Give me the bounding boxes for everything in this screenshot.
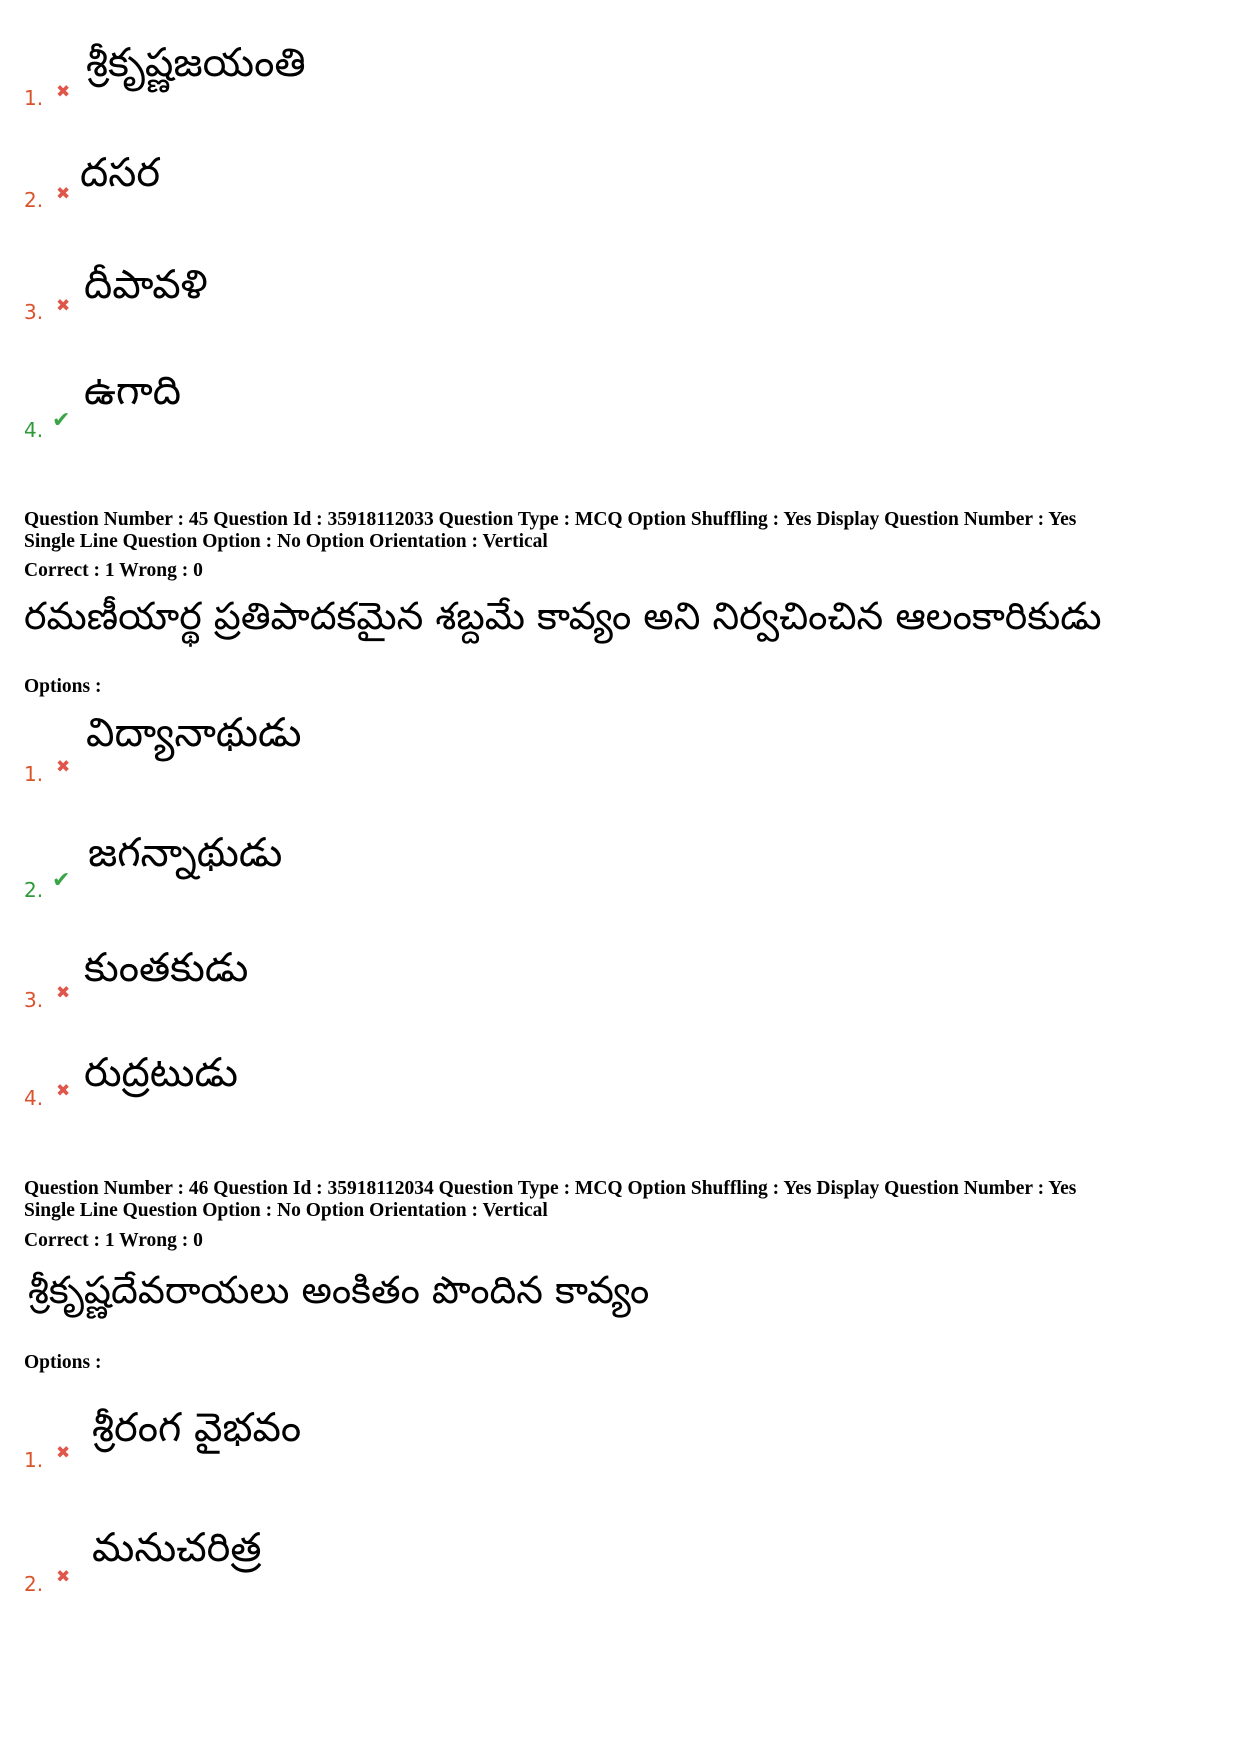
cross-icon: ✖: [56, 1567, 71, 1587]
option-text: ఉగాది: [84, 368, 181, 414]
cross-icon: ✖: [56, 757, 71, 777]
option-number: 1.: [24, 762, 44, 786]
question-meta-line1: Question Number : 45 Question Id : 35918112033 Question Type : MCQ Option Shuffling : Yes Display Question Number : Yes: [24, 509, 1077, 530]
option-text: శ్రీరంగ వైభవం: [92, 1405, 302, 1451]
cross-icon: ✖: [56, 184, 71, 204]
cross-icon: ✖: [56, 296, 71, 316]
option-text: మనుచరిత్ర: [92, 1525, 262, 1571]
question-text: రమణీయార్థ ప్రతిపాదకమైన శబ్దమే కావ్యం అని నిర్వచించిన ఆలంకారికుడు: [24, 594, 1102, 638]
marks-info: Correct : 1 Wrong : 0: [24, 560, 203, 581]
cross-icon: ✖: [56, 1081, 71, 1101]
option-number: 2.: [24, 1572, 44, 1596]
option-text: విద్యానాథుడు: [86, 710, 302, 756]
option-number: 4.: [24, 418, 44, 442]
option-text: శ్రీకృష్ణజయంతి: [86, 40, 306, 86]
question-meta-line1: Question Number : 46 Question Id : 35918112034 Question Type : MCQ Option Shuffling : Yes Display Question Number : Yes: [24, 1178, 1077, 1199]
cross-icon: ✖: [56, 1443, 71, 1463]
option-number: 1.: [24, 1448, 44, 1472]
option-text: కుంతకుడు: [84, 945, 249, 991]
options-label: Options :: [24, 676, 102, 697]
option-number: 3.: [24, 300, 44, 324]
option-text: దసర: [80, 150, 161, 196]
question-text: శ్రీకృష్ణదేవరాయలు అంకితం పొందిన కావ్యం: [28, 1268, 650, 1312]
option-text: రుద్రటుడు: [84, 1050, 238, 1096]
check-icon: ✔: [52, 408, 71, 433]
cross-icon: ✖: [56, 983, 71, 1003]
question-meta-line2: Single Line Question Option : No Option Orientation : Vertical: [24, 531, 548, 552]
option-number: 1.: [24, 86, 44, 110]
option-number: 2.: [24, 188, 44, 212]
cross-icon: ✖: [56, 82, 71, 102]
check-icon: ✔: [52, 868, 71, 893]
option-number: 3.: [24, 988, 44, 1012]
question-meta-line2: Single Line Question Option : No Option Orientation : Vertical: [24, 1200, 548, 1221]
marks-info: Correct : 1 Wrong : 0: [24, 1230, 203, 1251]
option-number: 2.: [24, 878, 44, 902]
option-text: దీపావళి: [84, 262, 208, 308]
options-label: Options :: [24, 1352, 102, 1373]
option-text: జగన్నాథుడు: [88, 830, 283, 876]
option-number: 4.: [24, 1086, 44, 1110]
